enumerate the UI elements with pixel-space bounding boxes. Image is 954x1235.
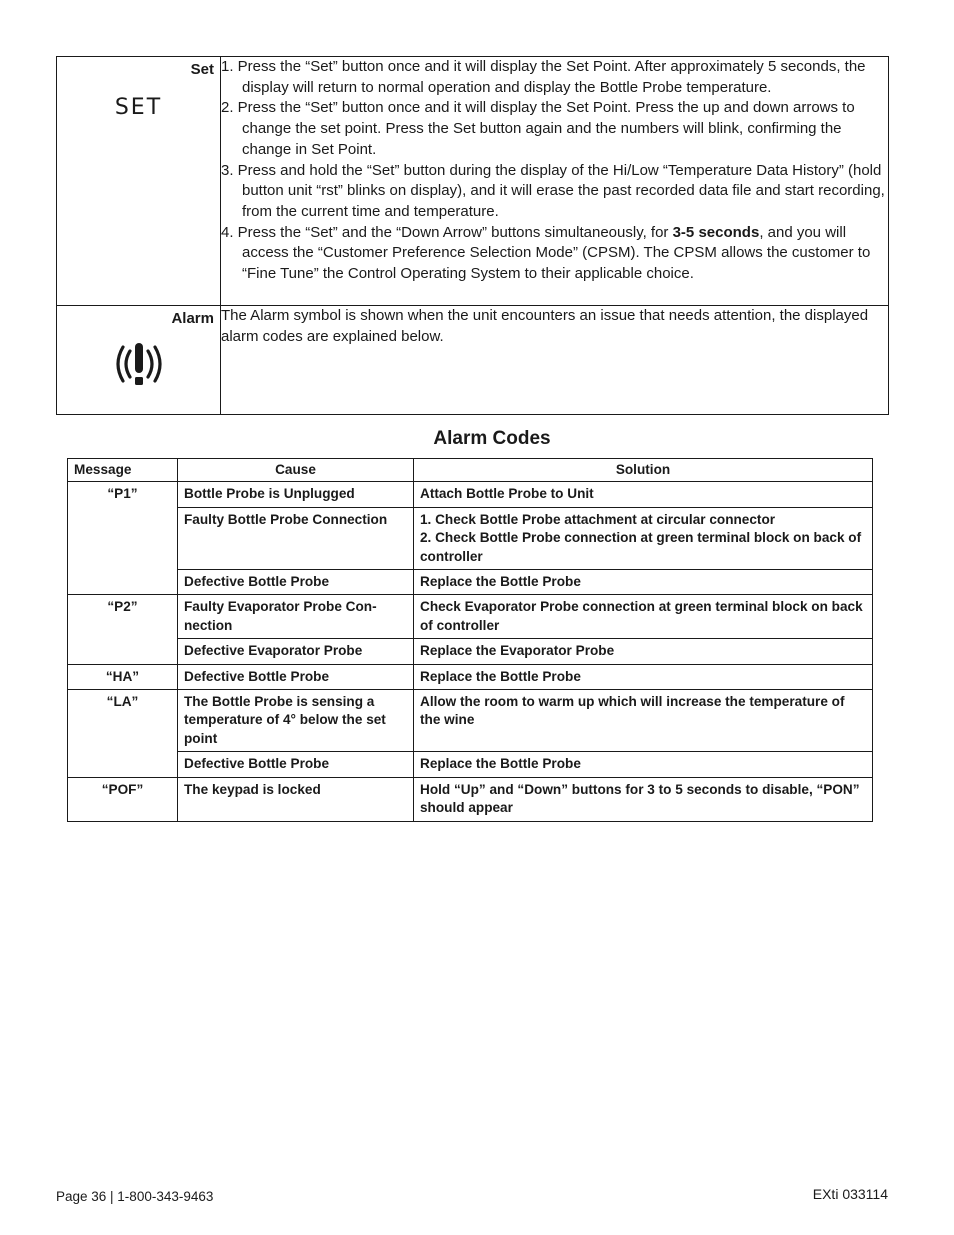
message-p1: “P1” (68, 482, 178, 595)
alarm-description: The Alarm symbol is shown when the unit encounters an issue that needs attention, the displayed alarm codes are explained below. (221, 306, 889, 415)
cause-cell: Defective Evaporator Probe (178, 639, 414, 664)
solution-cell: Replace the Bottle Probe (414, 752, 873, 777)
solution-cell: Replace the Evaporator Probe (414, 639, 873, 664)
cause-cell: Faulty Evaporator Probe Connection (178, 595, 414, 639)
table-row (68, 690, 873, 752)
header-solution: Solution (414, 459, 873, 482)
message-pof: “POF” (68, 777, 178, 821)
table-row (68, 570, 873, 595)
message-p2: “P2” (68, 595, 178, 664)
alarm-icon (57, 341, 220, 392)
footer-page-phone: Page 36 | 1-800-343-9463 (56, 1189, 214, 1204)
solution-step-1: 1. Check Bottle Probe attachment at circular connector (420, 511, 776, 527)
set-instruction-2: 2. Press the “Set” button once and it will display the Set Point. Press the up and down arrows to change the set point. Press the Set button again and the numbers will blink, confirming the change in Set Point. (221, 99, 855, 158)
set-instruction-4-start: 4. Press the “Set” and the “Down Arrow” buttons simultaneously, for (221, 223, 673, 241)
set-instruction-1: 1. Press the “Set” button once and it will display the Set Point. After approximately 5 seconds, the display will return to normal operation and display the Bottle Probe temperature. (221, 58, 866, 96)
function-table (56, 56, 889, 415)
table-row (68, 752, 873, 777)
cause-cell: The keypad is locked (178, 777, 414, 821)
table-header-row (68, 459, 873, 482)
alarm-codes-table (67, 458, 873, 822)
table-row (68, 639, 873, 664)
alarm-label: Alarm (171, 310, 214, 327)
cause-cell: Defective Bottle Probe (178, 752, 414, 777)
set-instruction-4-end: , and you will access the “Customer Preference Selection Mode” (CPSM). The CPSM allows the customer to “Fine Tune” the Control Operating System to their applicable choice. (242, 223, 871, 283)
solution-cell: Attach Bottle Probe to Unit (414, 482, 873, 507)
set-row (57, 57, 889, 306)
alarm-key-cell (57, 306, 221, 415)
table-row (68, 507, 873, 569)
cause-cell: The Bottle Probe is sensing a temperature of 4° below the set point (178, 690, 414, 752)
set-key-cell (57, 57, 221, 306)
alarm-row (57, 306, 889, 415)
header-message: Message (68, 459, 178, 482)
set-label: Set (190, 61, 214, 78)
cause-cell: Defective Bottle Probe (178, 570, 414, 595)
solution-cell: Hold “Up” and “Down” buttons for 3 to 5 seconds to disable, “PON” should appear (414, 777, 873, 821)
message-la: “LA” (68, 690, 178, 778)
cause-cell: Faulty Bottle Probe Connection (178, 507, 414, 569)
set-instruction-4 (221, 223, 888, 285)
set-instruction-3: 3. Press and hold the “Set” button during the display of the Hi/Low “Temperature Data History” (hold button unit “rst” blinks on display), and it will erase the past recorded data file and start recording, from the current time and temperature. (221, 161, 885, 220)
cause-cell: Defective Bottle Probe (178, 664, 414, 689)
footer-doc-code: EXti 033114 (812, 1186, 888, 1202)
solution-step-2: 2. Check Bottle Probe connection at green terminal block on back of controller (420, 530, 862, 564)
set-button-glyph: SET (114, 95, 163, 120)
set-instructions-list (221, 57, 888, 285)
solution-cell: Replace the Bottle Probe (414, 664, 873, 689)
set-description (221, 57, 889, 306)
cause-cell: Bottle Probe is Unplugged (178, 482, 414, 507)
solution-cell (414, 507, 873, 569)
table-row (68, 482, 873, 507)
set-instruction-4-bold: 3-5 seconds (672, 223, 760, 241)
alarm-codes-title: Alarm Codes (433, 428, 551, 449)
solution-cell: Allow the room to warm up which will increase the temperature of the wine (414, 690, 873, 752)
solution-cell: Check Evaporator Probe connection at green terminal block on back of controller (414, 595, 873, 639)
table-row (68, 595, 873, 639)
table-row (68, 664, 873, 689)
message-ha: “HA” (68, 664, 178, 689)
table-row (68, 777, 873, 821)
header-cause: Cause (178, 459, 414, 482)
solution-cell: Replace the Bottle Probe (414, 570, 873, 595)
